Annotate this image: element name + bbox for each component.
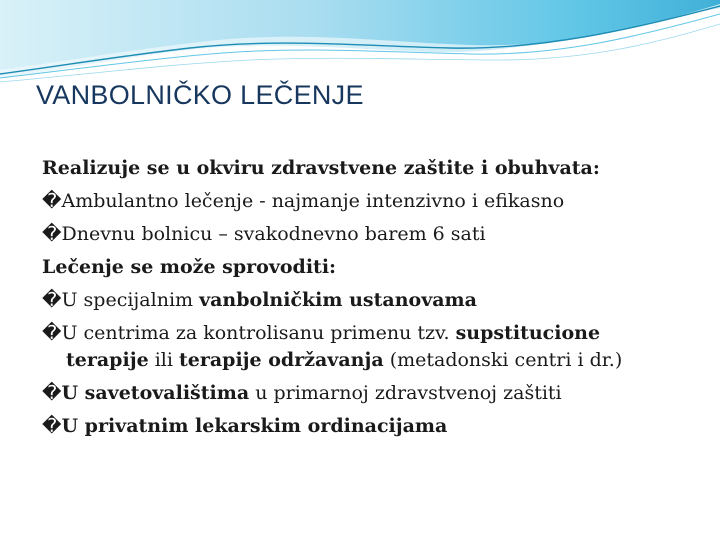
- list-item-emphasis: terapije: [66, 349, 149, 371]
- list-item-text: U centrima za kontrolisanu primenu tzv.: [61, 322, 456, 344]
- bullet-glyph: �: [42, 322, 62, 344]
- list-item: [42, 410, 702, 443]
- bullet-glyph: �: [42, 289, 62, 311]
- intro-text: Realizuje se u okviru zdravstvene zaštite i obuhvata:: [42, 157, 600, 179]
- list-item-emphasis: vanbolničkim ustanovama: [199, 289, 477, 311]
- list-item: [42, 218, 702, 251]
- list-item-text: U specijalnim: [61, 289, 200, 311]
- list-item-text: Ambulantno lečenje - najmanje intenzivno i efikasno: [61, 190, 565, 212]
- list-item-text: (metadonski centri i dr.): [383, 349, 623, 371]
- bullet-glyph: �: [42, 415, 62, 437]
- list-item-emphasis: U savetovalištima: [61, 382, 250, 404]
- slide-title: VANBOLNIČKO LEČENJE: [36, 80, 364, 110]
- list-item-text: Dnevnu bolnicu – svakodnevno barem 6 sati: [61, 223, 486, 245]
- list-item-emphasis: supstitucione: [455, 322, 601, 344]
- intro-line: [42, 152, 702, 185]
- list-item-continuation: [42, 344, 702, 377]
- bullet-glyph: �: [42, 190, 62, 212]
- list-item-text: ili: [148, 349, 179, 371]
- list-item-emphasis: U privatnim lekarskim ordinacijama: [61, 415, 448, 437]
- bullet-glyph: �: [42, 223, 62, 245]
- slide-body: [42, 152, 702, 443]
- section-text: Lečenje se može sprovoditi:: [42, 256, 337, 278]
- list-item: [42, 185, 702, 218]
- section-line: [42, 251, 702, 284]
- list-item-text: u primarnoj zdravstvenoj zaštiti: [249, 382, 562, 404]
- list-item-emphasis: terapije održavanja: [178, 349, 384, 371]
- list-item: [42, 284, 702, 317]
- list-item: [42, 377, 702, 410]
- bullet-glyph: �: [42, 382, 62, 404]
- header-wave-decoration: [0, 0, 720, 90]
